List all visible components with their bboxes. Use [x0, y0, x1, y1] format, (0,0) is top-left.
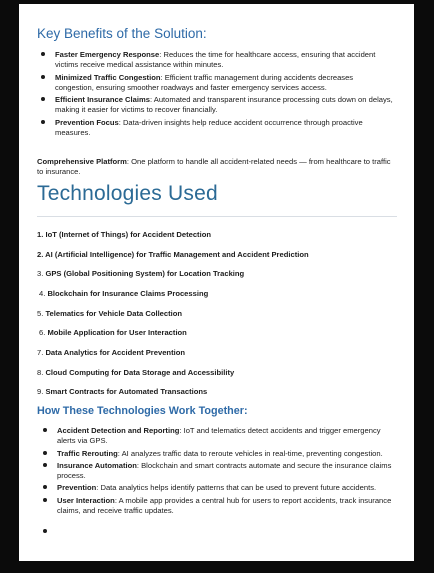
list-item	[39, 289, 208, 298]
list-item	[37, 387, 207, 396]
item-number: 4.	[39, 289, 48, 298]
bullet-icon	[43, 529, 47, 533]
list-item	[39, 496, 395, 517]
list-item	[37, 118, 393, 139]
list-item	[37, 230, 211, 239]
comprehensive-platform-paragraph	[37, 157, 397, 178]
paragraph-title: Comprehensive Platform	[37, 156, 127, 166]
item-title: Prevention Focus	[55, 117, 119, 127]
item-number: 6.	[39, 328, 48, 337]
bullet-icon	[41, 52, 45, 56]
item-text: : IoT and telematics detect accidents and trigger emergency alerts via GPS.	[57, 426, 381, 446]
item-number: 5.	[37, 309, 46, 318]
item-text: : Reduces the time for healthcare access, ensuring that accident victims receive medical assistance within minutes.	[55, 50, 376, 70]
list-item	[37, 348, 185, 357]
list-item	[37, 95, 393, 116]
list-item	[39, 328, 187, 337]
section-divider	[37, 216, 397, 217]
bullet-icon	[41, 97, 45, 101]
how-heading: How These Technologies Work Together:	[37, 405, 248, 417]
item-text: : Efficient traffic management during accidents decreases congestion, ensuring smoother roadways and faster emergency services access.	[55, 72, 354, 92]
item-number: 8.	[37, 368, 46, 377]
bullet-icon	[43, 451, 47, 455]
list-item	[39, 449, 395, 459]
item-label: GPS (Global Positioning System) for Location Tracking	[45, 269, 245, 278]
item-title: Faster Emergency Response	[55, 50, 160, 59]
paragraph-text: : One platform to handle all accident-related needs — from healthcare to traffic to insurance.	[37, 156, 391, 176]
item-label: AI (Artificial Intelligence) for Traffic Management and Accident Prediction	[45, 250, 309, 259]
benefits-list	[37, 50, 393, 140]
list-item	[37, 309, 182, 318]
technologies-heading: Technologies Used	[37, 182, 218, 205]
item-text: : AI analyzes traffic data to reroute vehicles in real-time, preventing congestion.	[117, 448, 383, 458]
bullet-icon	[43, 428, 47, 432]
item-label: Smart Contracts for Automated Transactions	[45, 387, 208, 396]
bullet-icon	[43, 485, 47, 489]
document-page	[19, 4, 414, 561]
item-title: Insurance Automation	[57, 460, 137, 470]
item-title: Minimized Traffic Congestion	[55, 72, 161, 82]
list-item	[37, 50, 393, 71]
how-list	[39, 426, 395, 518]
item-label: IoT (Internet of Things) for Accident Detection	[45, 230, 211, 239]
item-number: 9.	[37, 387, 46, 396]
item-text: : Automated and transparent insurance processing cuts down on delays, making it easier for victims to recover financially.	[55, 95, 393, 115]
bullet-icon	[43, 498, 47, 502]
item-number: 7.	[37, 348, 46, 357]
item-number: 2.	[37, 250, 46, 259]
item-label: Telematics for Vehicle Data Collection	[45, 309, 183, 318]
list-item	[37, 73, 393, 94]
item-text: : Data analytics helps identify patterns that can be used to prevent future accidents.	[96, 483, 377, 493]
bullet-icon	[41, 120, 45, 124]
item-number: 1.	[37, 230, 46, 239]
item-text: : A mobile app provides a central hub for users to report accidents, track insurance claims, and receive traffic updates.	[57, 495, 392, 516]
list-item	[37, 368, 234, 377]
list-item	[39, 483, 395, 493]
item-number: 3.	[37, 269, 46, 278]
item-text: : Data-driven insights help reduce accident occurrence through proactive measures.	[55, 117, 363, 138]
bullet-icon	[43, 463, 47, 467]
benefits-heading: Key Benefits of the Solution:	[37, 26, 207, 41]
bullet-icon	[41, 75, 45, 79]
list-item	[37, 250, 309, 259]
item-label: Blockchain for Insurance Claims Processing	[47, 289, 209, 298]
item-title: Accident Detection and Reporting	[57, 426, 180, 435]
list-item	[39, 426, 395, 447]
item-title: User Interaction	[57, 495, 115, 505]
list-item	[39, 461, 395, 482]
item-title: Prevention	[57, 483, 97, 493]
item-label: Cloud Computing for Data Storage and Accessibility	[45, 368, 235, 377]
item-title: Efficient Insurance Claims	[55, 95, 150, 105]
item-label: Mobile Application for User Interaction	[47, 328, 187, 337]
list-item	[37, 269, 244, 278]
item-title: Traffic Rerouting	[57, 448, 118, 458]
item-label: Data Analytics for Accident Prevention	[45, 348, 185, 357]
item-text: : Blockchain and smart contracts automate and secure the insurance claims process.	[57, 460, 392, 481]
